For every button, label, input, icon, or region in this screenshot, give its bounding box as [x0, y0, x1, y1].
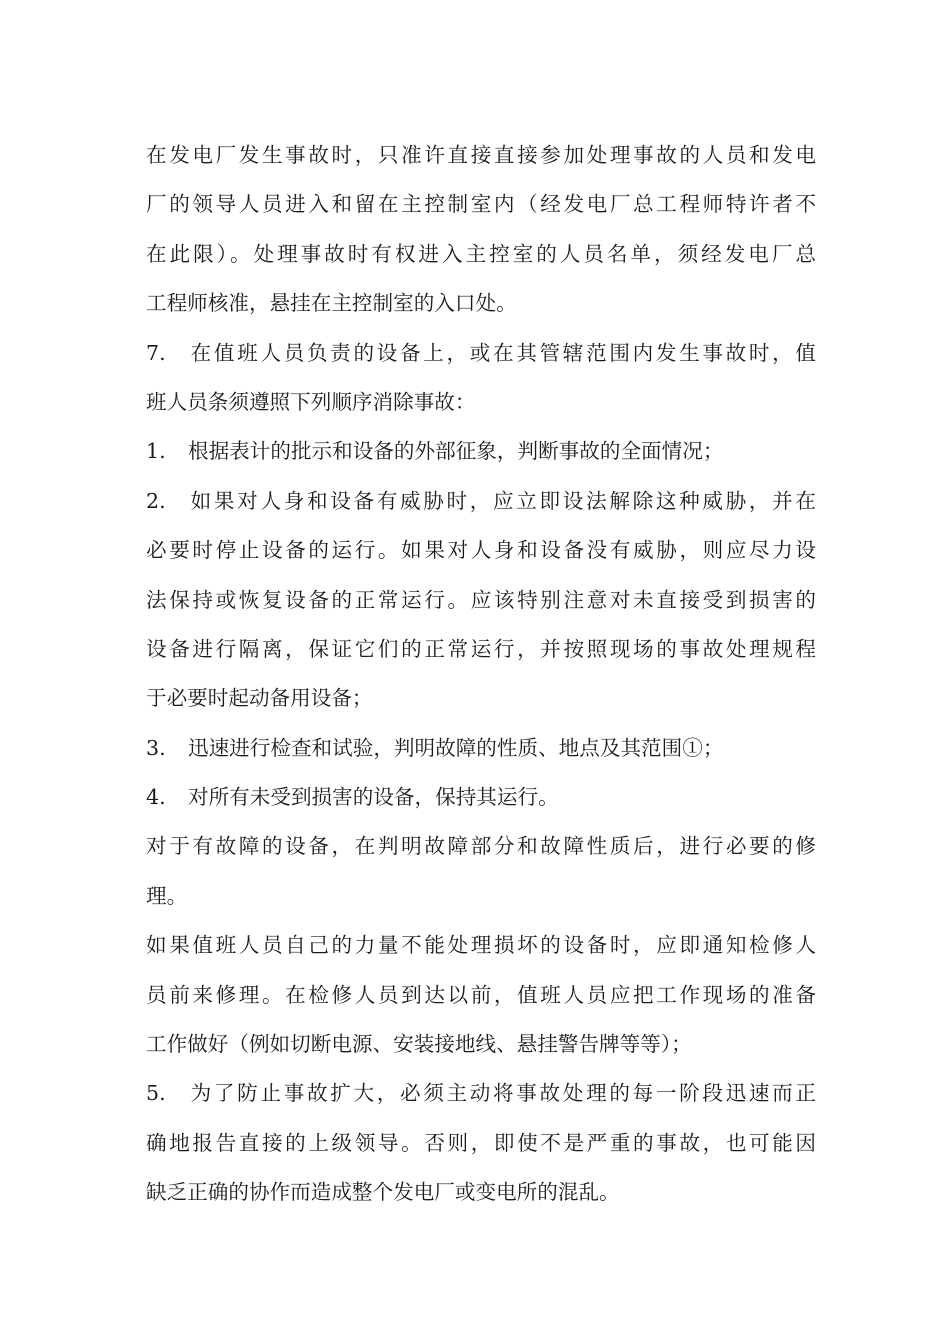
text-line-content: 在值班人员负责的设备上，或在其管辖范围内发生事故时，值	[188, 340, 816, 365]
text-line: 工作做好（例如切断电源、安装接地线、悬挂警告牌等等）；	[146, 1032, 692, 1057]
text-line: 如果值班人员自己的力量不能处理损坏的设备时，应即通知检修人	[146, 933, 816, 958]
item-number: 7.	[146, 340, 166, 365]
text-line: 法保持或恢复设备的正常运行。应该特别注意对未直接受到损害的	[146, 587, 816, 612]
numbered-paragraph	[146, 329, 816, 428]
text-line-content: 为了防止事故扩大，必须主动将事故处理的每一阶段迅速而正	[188, 1081, 816, 1106]
text-line-content: 如果对人身和设备有威胁时，应立即设法解除这种威胁，并在	[188, 488, 816, 513]
text-line: 于必要时起动备用设备；	[146, 686, 373, 711]
item-number: 1.	[146, 439, 166, 464]
text-line	[146, 724, 816, 773]
numbered-paragraph	[146, 1069, 816, 1217]
paragraph	[146, 921, 816, 1069]
text-line	[146, 427, 816, 476]
paragraph	[146, 131, 816, 329]
item-number: 4.	[146, 785, 166, 810]
text-line	[146, 477, 816, 526]
text-line: 理。	[146, 883, 188, 908]
text-line: 设备进行隔离，保证它们的正常运行，并按照现场的事故处理规程	[146, 636, 816, 661]
text-line-content: 根据表计的批示和设备的外部征象，判断事故的全面情况；	[188, 439, 724, 464]
text-line: 班人员条须遵照下列顺序消除事故：	[146, 389, 476, 414]
item-number: 3.	[146, 735, 166, 760]
item-number: 2.	[146, 488, 166, 513]
text-line: 厂的领导人员进入和留在主控制室内（经发电厂总工程师特许者不	[146, 192, 816, 217]
numbered-paragraph	[146, 773, 816, 822]
text-line: 员前来修理。在检修人员到达以前，值班人员应把工作现场的准备	[146, 982, 816, 1007]
text-line: 对于有故障的设备，在判明故障部分和故障性质后，进行必要的修	[146, 834, 816, 859]
text-line	[146, 329, 816, 378]
text-line: 在发电厂发生事故时，只准许直接直接参加处理事故的人员和发电	[146, 143, 816, 167]
text-line	[146, 773, 816, 822]
text-line-content: 迅速进行检查和试验，判明故障的性质、地点及其范围①；	[188, 735, 724, 760]
text-line	[146, 1069, 816, 1118]
numbered-paragraph	[146, 477, 816, 724]
text-line: 工程师核准，悬挂在主控制室的入口处。	[146, 291, 517, 316]
text-line: 必要时停止设备的运行。如果对人身和设备没有威胁，则应尽力设	[146, 538, 816, 563]
text-line: 在此限）。处理事故时有权进入主控室的人员名单，须经发电厂总	[146, 241, 816, 266]
document-body	[146, 131, 816, 1218]
paragraph	[146, 822, 816, 921]
text-line-content: 对所有未受到损害的设备，保持其运行。	[188, 785, 559, 810]
item-number: 5.	[146, 1081, 166, 1106]
text-line: 确地报告直接的上级领导。否则，即使不是严重的事故，也可能因	[146, 1130, 816, 1155]
text-line: 缺乏正确的协作而造成整个发电厂或变电所的混乱。	[146, 1180, 620, 1205]
numbered-paragraph	[146, 724, 816, 773]
numbered-paragraph	[146, 427, 816, 476]
